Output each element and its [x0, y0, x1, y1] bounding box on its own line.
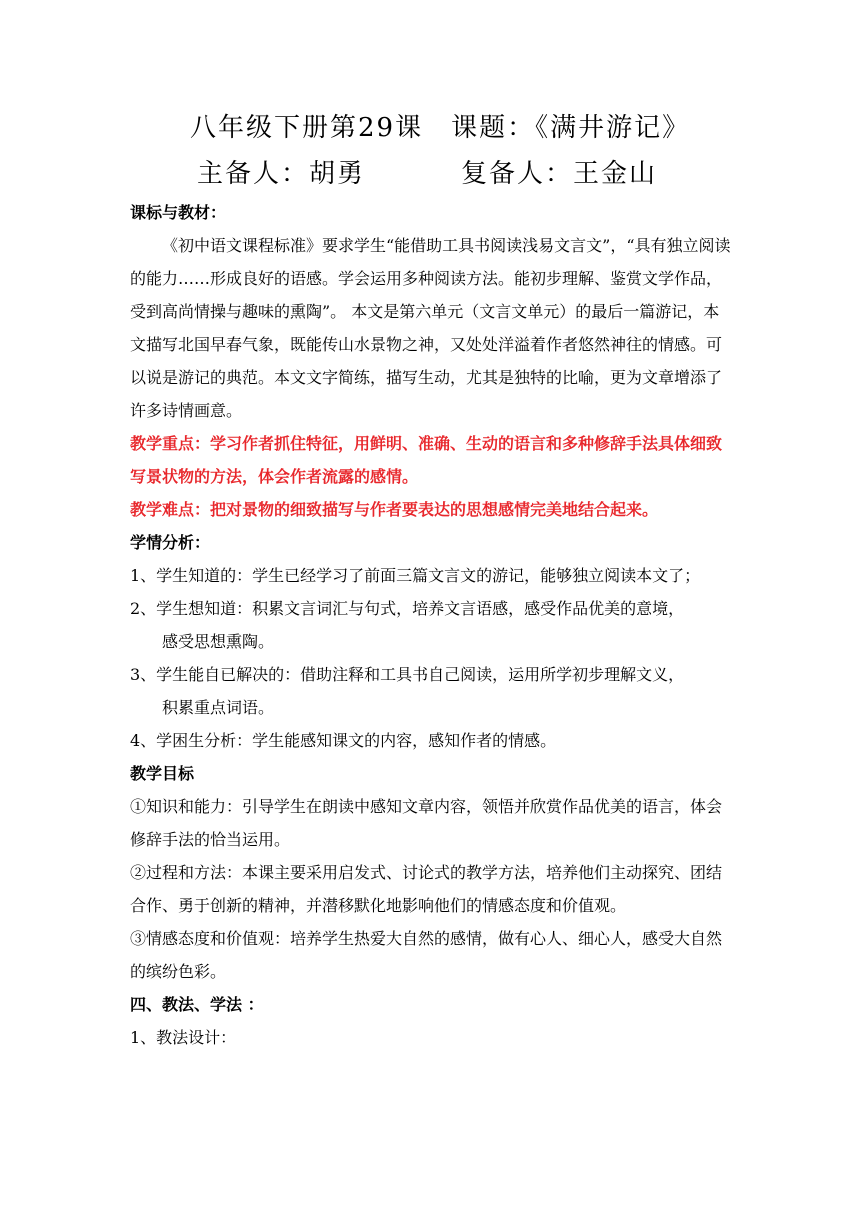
goal-process: ②过程和方法：本课主要采用启发式、讨论式的教学方法，培养他们主动探究、团结合作、勇于创新的精神，并潜移默化地影响他们的情感态度和价值观。 [130, 863, 723, 915]
curriculum-paragraph: 《初中语文课程标准》要求学生“能借助工具书阅读浅易文言文”，“具有独立阅读的能力……形成良好的语感。学会运用多种阅读方法。能初步理解、鉴赏文学作品，受到高尚情操与趣味的熏陶”。 本文是第六单元（文言文单元）的最后一篇游记，本文描写北国早春气象，既能传山水景物之神，又处处洋溢着作者悠然神往的情感。可以说是游记的典范。本文文字简练，描写生动，尤其是独特的比喻，更为文章增添了许多诗情画意。 [130, 236, 731, 420]
reviewer-label: 复备人：王金山 [461, 159, 658, 189]
page-title: 八年级下册第29课 课题：《满井游记》 [190, 113, 691, 143]
methods-heading: 四、教法、学法 ： [130, 995, 264, 1014]
analysis-item-2-cont: 感受思想熏陶。 [162, 632, 275, 651]
analysis-item-1: 1、学生知道的：学生已经学习了前面三篇文言文的游记，能够独立阅读本文了； [130, 566, 701, 585]
document-body [130, 196, 735, 1054]
methods-item-1: 1、教法设计： [130, 1028, 237, 1047]
goal-emotion: ③情感态度和价值观：培养学生热爱大自然的感情，做有心人、细心人，感受大自然的缤纷色彩。 [130, 929, 723, 981]
key-points-text: 教学重点：学习作者抓住特征，用鲜明、准确、生动的语言和多种修辞手法具体细致写景状物的方法，体会作者流露的感情。 [130, 434, 723, 486]
preparers-line [197, 153, 657, 190]
analysis-item-3: 3、学生能自已解决的：借助注释和工具书自己阅读，运用所学初步理解文义， [130, 665, 685, 684]
analysis-item-3-cont: 积累重点词语。 [162, 698, 275, 717]
analysis-item-4: 4、学困生分析：学生能感知课文的内容，感知作者的情感。 [130, 731, 557, 750]
goal-knowledge: ①知识和能力：引导学生在朗读中感知文章内容，领悟并欣赏作品优美的语言，体会修辞手法的恰当运用。 [130, 797, 723, 849]
curriculum-heading: 课标与教材： [130, 203, 227, 222]
preparer-label: 主备人：胡勇 [197, 159, 366, 189]
goals-heading: 教学目标 [130, 764, 195, 783]
key-points [130, 427, 735, 493]
analysis-item-2: 2、学生想知道：积累文言词汇与句式，培养文言语感，感受作品优美的意境， [130, 599, 685, 618]
difficult-points [130, 493, 735, 526]
difficult-points-text: 教学难点：把对景物的细致描写与作者要表达的思想感情完美地结合起来。 [130, 500, 659, 519]
analysis-heading: 学情分析： [130, 533, 211, 552]
